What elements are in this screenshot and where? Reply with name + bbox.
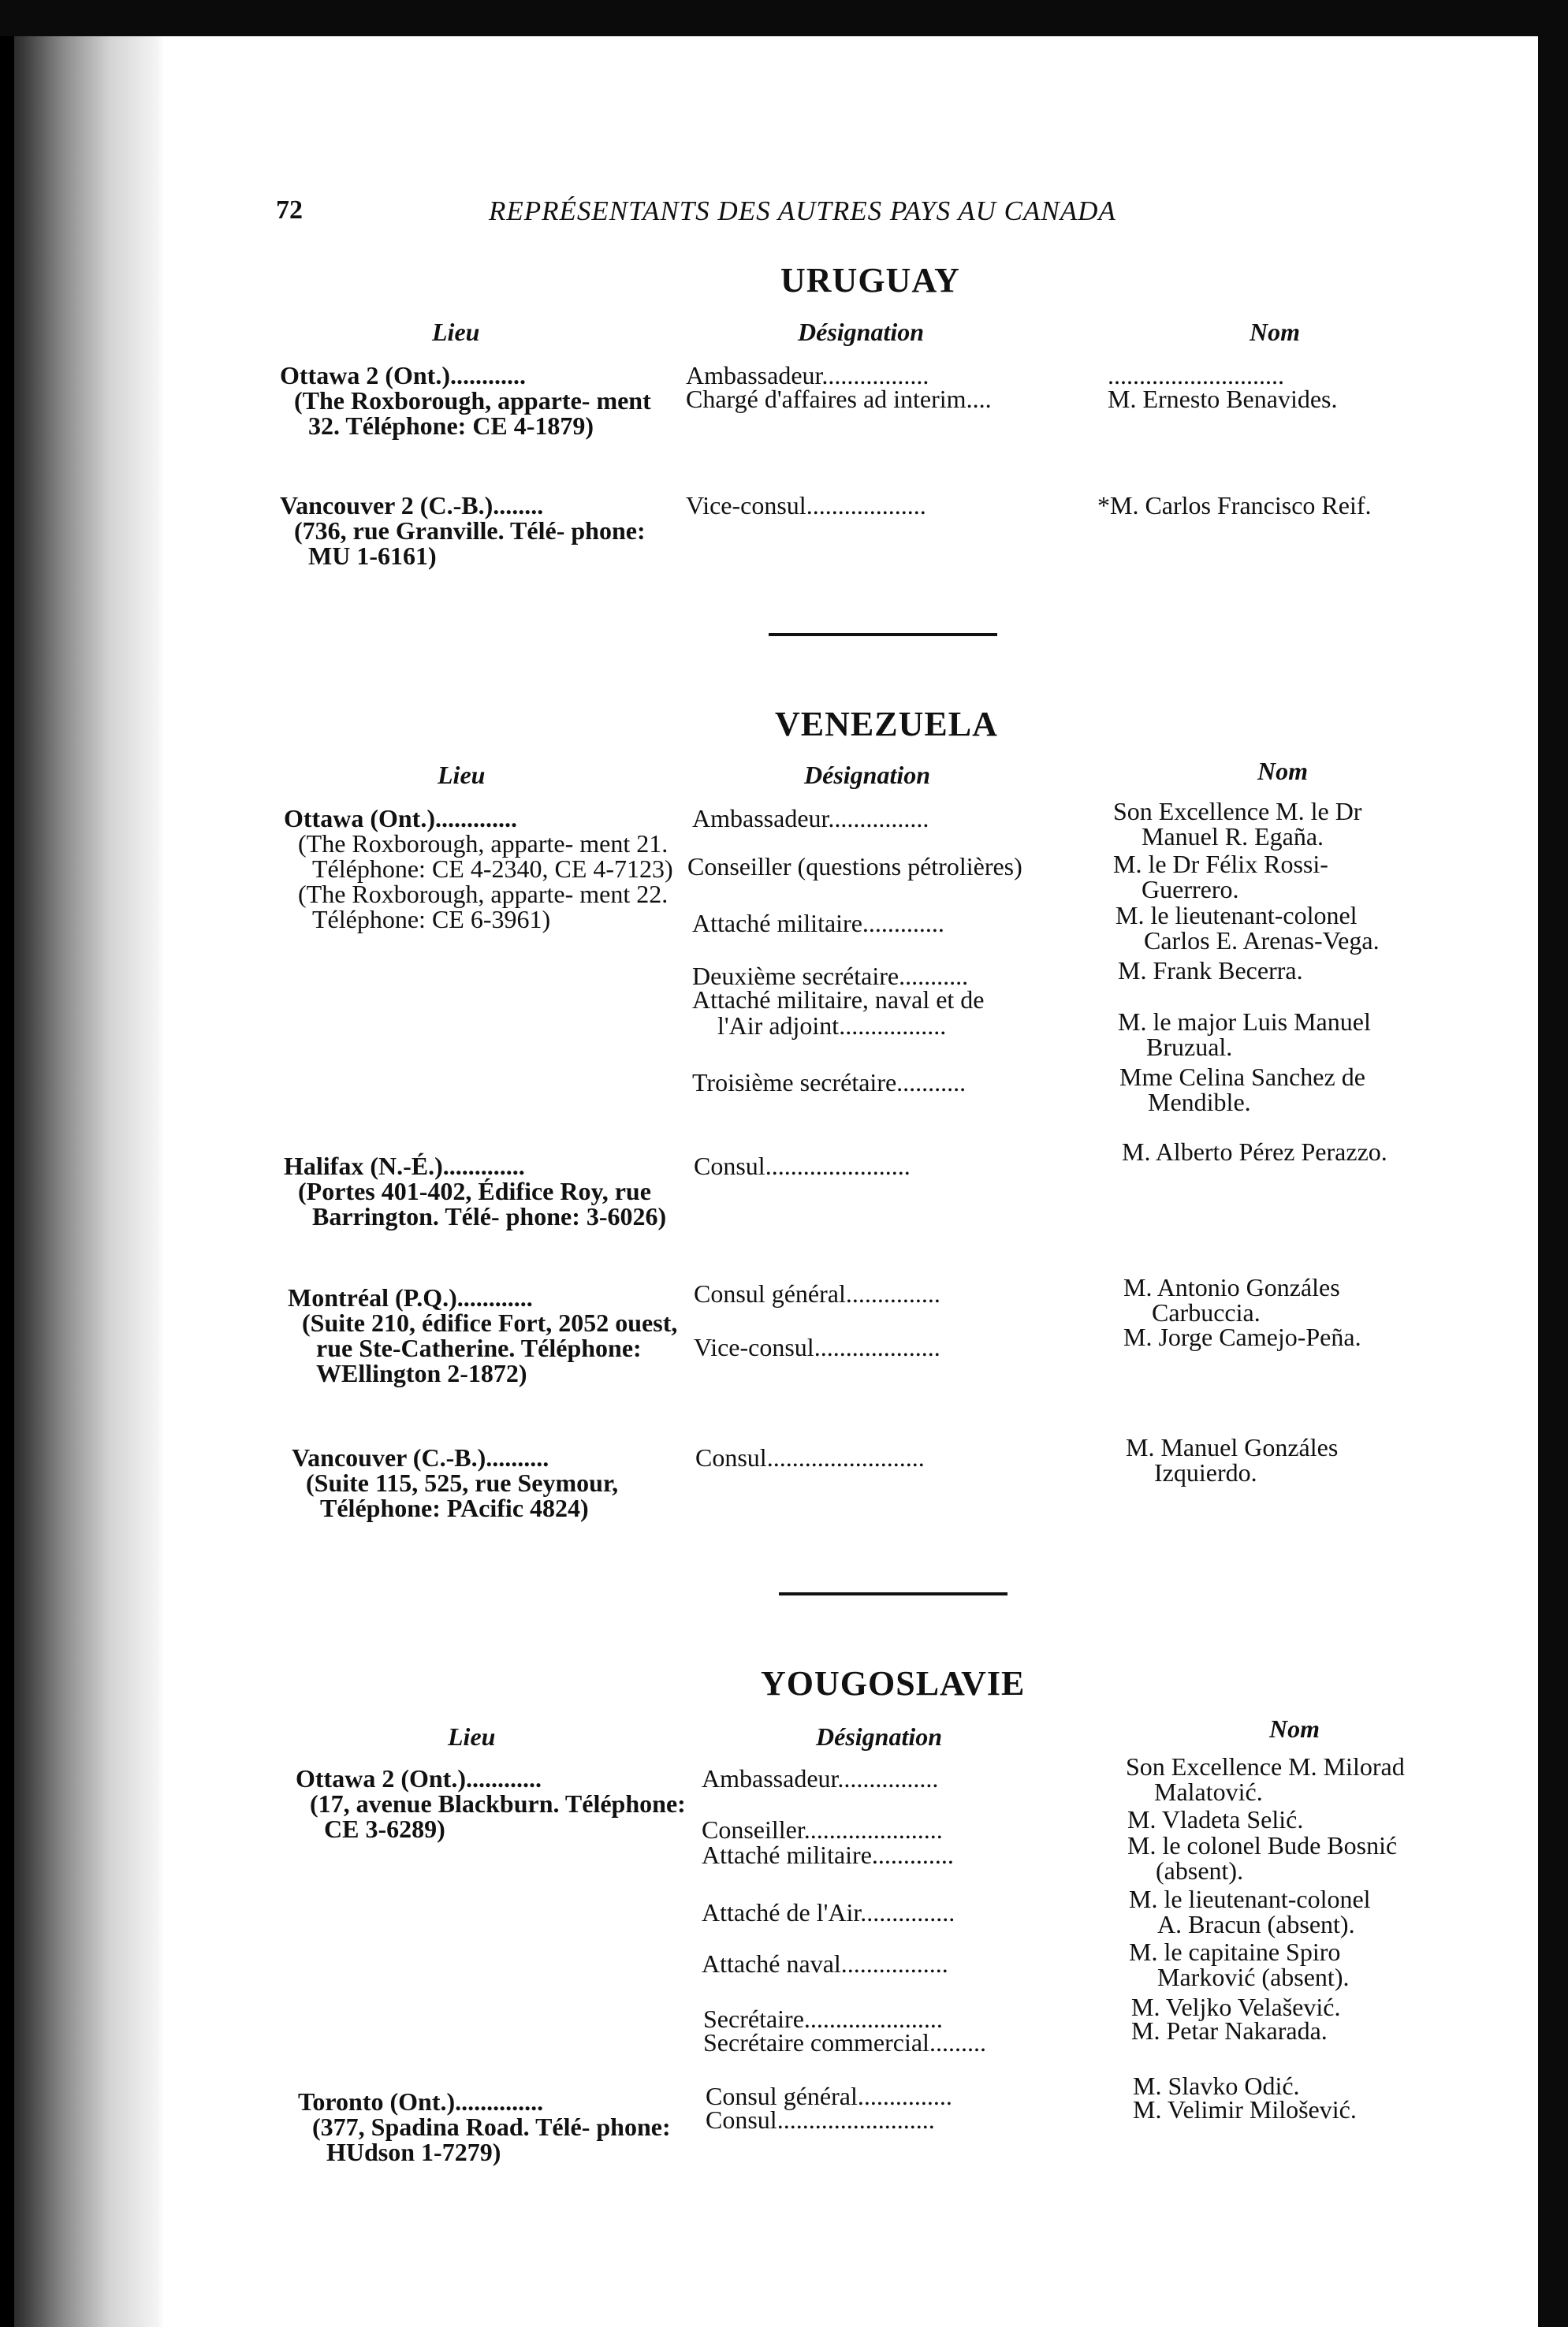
scan-right-border: [1538, 36, 1568, 2327]
column-header-lieu: Lieu: [448, 1722, 496, 1751]
nom-line: M. le major Luis Manuel: [1118, 1007, 1371, 1036]
lieu-venezuela-montreal: [288, 1285, 678, 1386]
scan-left-border: [0, 36, 14, 2327]
nom: M. Alberto Pérez Perazzo.: [1122, 1137, 1387, 1166]
column-header-designation: Désignation: [804, 761, 931, 789]
nom-line: Guerrero.: [1142, 875, 1239, 903]
designation: l'Air adjoint.................: [717, 1011, 947, 1040]
designation: Ambassadeur.................: [686, 361, 929, 389]
nom-line: Son Excellence M. Milorad: [1126, 1752, 1405, 1781]
nom-line: Carbuccia.: [1152, 1298, 1261, 1327]
column-header-lieu: Lieu: [438, 761, 486, 789]
designation: Secrétaire commercial.........: [703, 2028, 986, 2057]
nom-line: M. Antonio Gonzáles: [1123, 1273, 1340, 1301]
nom: [1129, 1939, 1349, 1990]
lieu-city: Halifax (N.-É.).............: [284, 1152, 525, 1180]
lieu-city: Vancouver 2 (C.-B.)........: [280, 491, 544, 519]
designation: Attaché militaire, naval et de: [692, 985, 985, 1014]
nom-line: Bruzual.: [1146, 1033, 1233, 1061]
lieu-city: Ottawa 2 (Ont.)............: [280, 361, 526, 389]
section-divider: [779, 1592, 1007, 1595]
designation: Vice-consul...................: [686, 491, 926, 519]
designation: Deuxième secrétaire...........: [692, 962, 969, 990]
page-header: [276, 195, 1285, 243]
lieu-city: Vancouver (C.-B.)..........: [292, 1443, 549, 1472]
country-title-uruguay: URUGUAY: [780, 261, 960, 300]
nom: M. Ernesto Benavides.: [1108, 385, 1338, 413]
designation: Ambassadeur................: [702, 1764, 939, 1793]
nom-line: M. le Dr Félix Rossi-: [1113, 850, 1328, 878]
designation: Consul.........................: [695, 1443, 925, 1472]
designation: Chargé d'affaires ad interim....: [686, 385, 992, 413]
nom: M. Veljko Velašević.: [1131, 1993, 1341, 2021]
designation: Secrétaire......................: [703, 2005, 943, 2033]
nom-line: Manuel R. Egaña.: [1142, 822, 1324, 851]
nom-line: (absent).: [1156, 1856, 1244, 1885]
nom: [1126, 1754, 1405, 1804]
column-header-nom: Nom: [1257, 757, 1308, 785]
lieu-address: (Portes 401-402, Édifice Roy, rue Barrington. Télé- phone: 3-6026): [298, 1177, 667, 1231]
lieu-address: (17, avenue Blackburn. Téléphone: CE 3-6289): [310, 1789, 686, 1843]
nom: [1118, 1009, 1371, 1059]
designation: Troisième secrétaire...........: [692, 1068, 966, 1096]
nom-line: A. Bracun (absent).: [1157, 1910, 1355, 1938]
nom-line: Mme Celina Sanchez de: [1119, 1063, 1365, 1091]
book-spine-shadow: [0, 36, 164, 2327]
nom: M. Frank Becerra.: [1118, 956, 1303, 985]
nom: [1119, 1064, 1365, 1115]
nom: M. Slavko Odić.: [1133, 2072, 1300, 2100]
country-title-venezuela: VENEZUELA: [775, 705, 998, 743]
nom: M. Jorge Camejo-Peña.: [1123, 1323, 1361, 1351]
designation: Consul général...............: [706, 2082, 952, 2110]
lieu-address: (Suite 210, édifice Fort, 2052 ouest, rue Ste-Catherine. Téléphone: WEllington 2-1872): [302, 1309, 678, 1387]
nom: [1126, 1435, 1338, 1485]
designation: Consul.......................: [694, 1152, 911, 1180]
nom: ............................: [1108, 361, 1284, 389]
designation: Consul.........................: [706, 2105, 935, 2134]
section-divider: [769, 633, 997, 636]
nom-line: Malatović.: [1154, 1778, 1263, 1806]
column-header-designation: Désignation: [816, 1722, 943, 1751]
lieu-address: (736, rue Granville. Télé- phone: MU 1-6161): [294, 516, 646, 570]
nom-line: M. le capitaine Spiro: [1129, 1938, 1341, 1966]
column-header-nom: Nom: [1269, 1715, 1320, 1743]
column-header-designation: Désignation: [798, 318, 925, 346]
nom: M. Velimir Milošević.: [1133, 2095, 1357, 2124]
lieu-address: (377, Spadina Road. Télé- phone: HUdson 1-7279): [312, 2113, 671, 2166]
lieu-yougoslavie-ottawa: [296, 1766, 690, 1841]
lieu-city: Montréal (P.Q.)............: [288, 1283, 533, 1312]
lieu-address: (Suite 115, 525, rue Seymour, Téléphone: PAcific 4824): [306, 1469, 619, 1522]
nom-line: Mendible.: [1148, 1088, 1251, 1116]
lieu-city: Toronto (Ont.)..............: [298, 2087, 544, 2116]
designation: Attaché naval.................: [702, 1949, 948, 1978]
nom: *M. Carlos Francisco Reif.: [1097, 491, 1372, 519]
designation: Conseiller......................: [702, 1815, 943, 1844]
scan-top-border: [0, 0, 1568, 36]
country-title-yougoslavie: YOUGOSLAVIE: [761, 1664, 1026, 1703]
lieu-venezuela-vancouver: [292, 1445, 682, 1521]
designation: Ambassadeur................: [692, 804, 929, 832]
nom: [1113, 851, 1328, 902]
lieu-city: Ottawa 2 (Ont.)............: [296, 1764, 542, 1793]
lieu-venezuela-halifax: [284, 1153, 674, 1229]
nom-line: Son Excellence M. le Dr: [1113, 797, 1362, 825]
nom-line: Izquierdo.: [1154, 1458, 1257, 1487]
designation: Vice-consul....................: [694, 1333, 940, 1361]
lieu-uruguay-vancouver: [280, 493, 666, 568]
nom-line: Marković (absent).: [1157, 1963, 1350, 1991]
nom: [1129, 1886, 1371, 1937]
designation: Attaché militaire.............: [692, 909, 944, 937]
page-number: 72: [276, 195, 303, 225]
nom-line: Carlos E. Arenas-Vega.: [1144, 926, 1380, 955]
nom: [1115, 903, 1380, 953]
nom: M. Petar Nakarada.: [1131, 2016, 1328, 2045]
nom: [1113, 799, 1361, 849]
lieu-address: (The Roxborough, apparte- ment 21. Téléphone: CE 4-2340, CE 4-7123): [298, 829, 673, 883]
column-header-lieu: Lieu: [432, 318, 480, 346]
nom-line: M. le lieutenant-colonel: [1115, 901, 1358, 929]
nom-line: M. le lieutenant-colonel: [1129, 1885, 1371, 1913]
nom: [1127, 1833, 1397, 1883]
running-title: REPRÉSENTANTS DES AUTRES PAYS AU CANADA: [489, 195, 1116, 226]
lieu-venezuela-ottawa: [284, 806, 674, 932]
lieu-city: Ottawa (Ont.).............: [284, 804, 517, 832]
designation: Conseiller (questions pétrolières): [687, 852, 1022, 881]
lieu-uruguay-ottawa: [280, 363, 666, 438]
nom: M. Vladeta Selić.: [1127, 1805, 1304, 1834]
lieu-address: (The Roxborough, apparte- ment 22. Téléphone: CE 6-3961): [298, 880, 669, 933]
column-header-nom: Nom: [1250, 318, 1300, 346]
designation: Attaché de l'Air...............: [702, 1898, 955, 1927]
designation: Consul général...............: [694, 1279, 940, 1308]
nom-line: M. Manuel Gonzáles: [1126, 1433, 1339, 1461]
nom: [1123, 1275, 1340, 1325]
lieu-address: (The Roxborough, apparte- ment 32. Téléphone: CE 4-1879): [294, 386, 651, 440]
nom-line: M. le colonel Bude Bosnić: [1127, 1831, 1398, 1860]
lieu-yougoslavie-toronto: [298, 2089, 692, 2165]
designation: Attaché militaire.............: [702, 1841, 954, 1869]
